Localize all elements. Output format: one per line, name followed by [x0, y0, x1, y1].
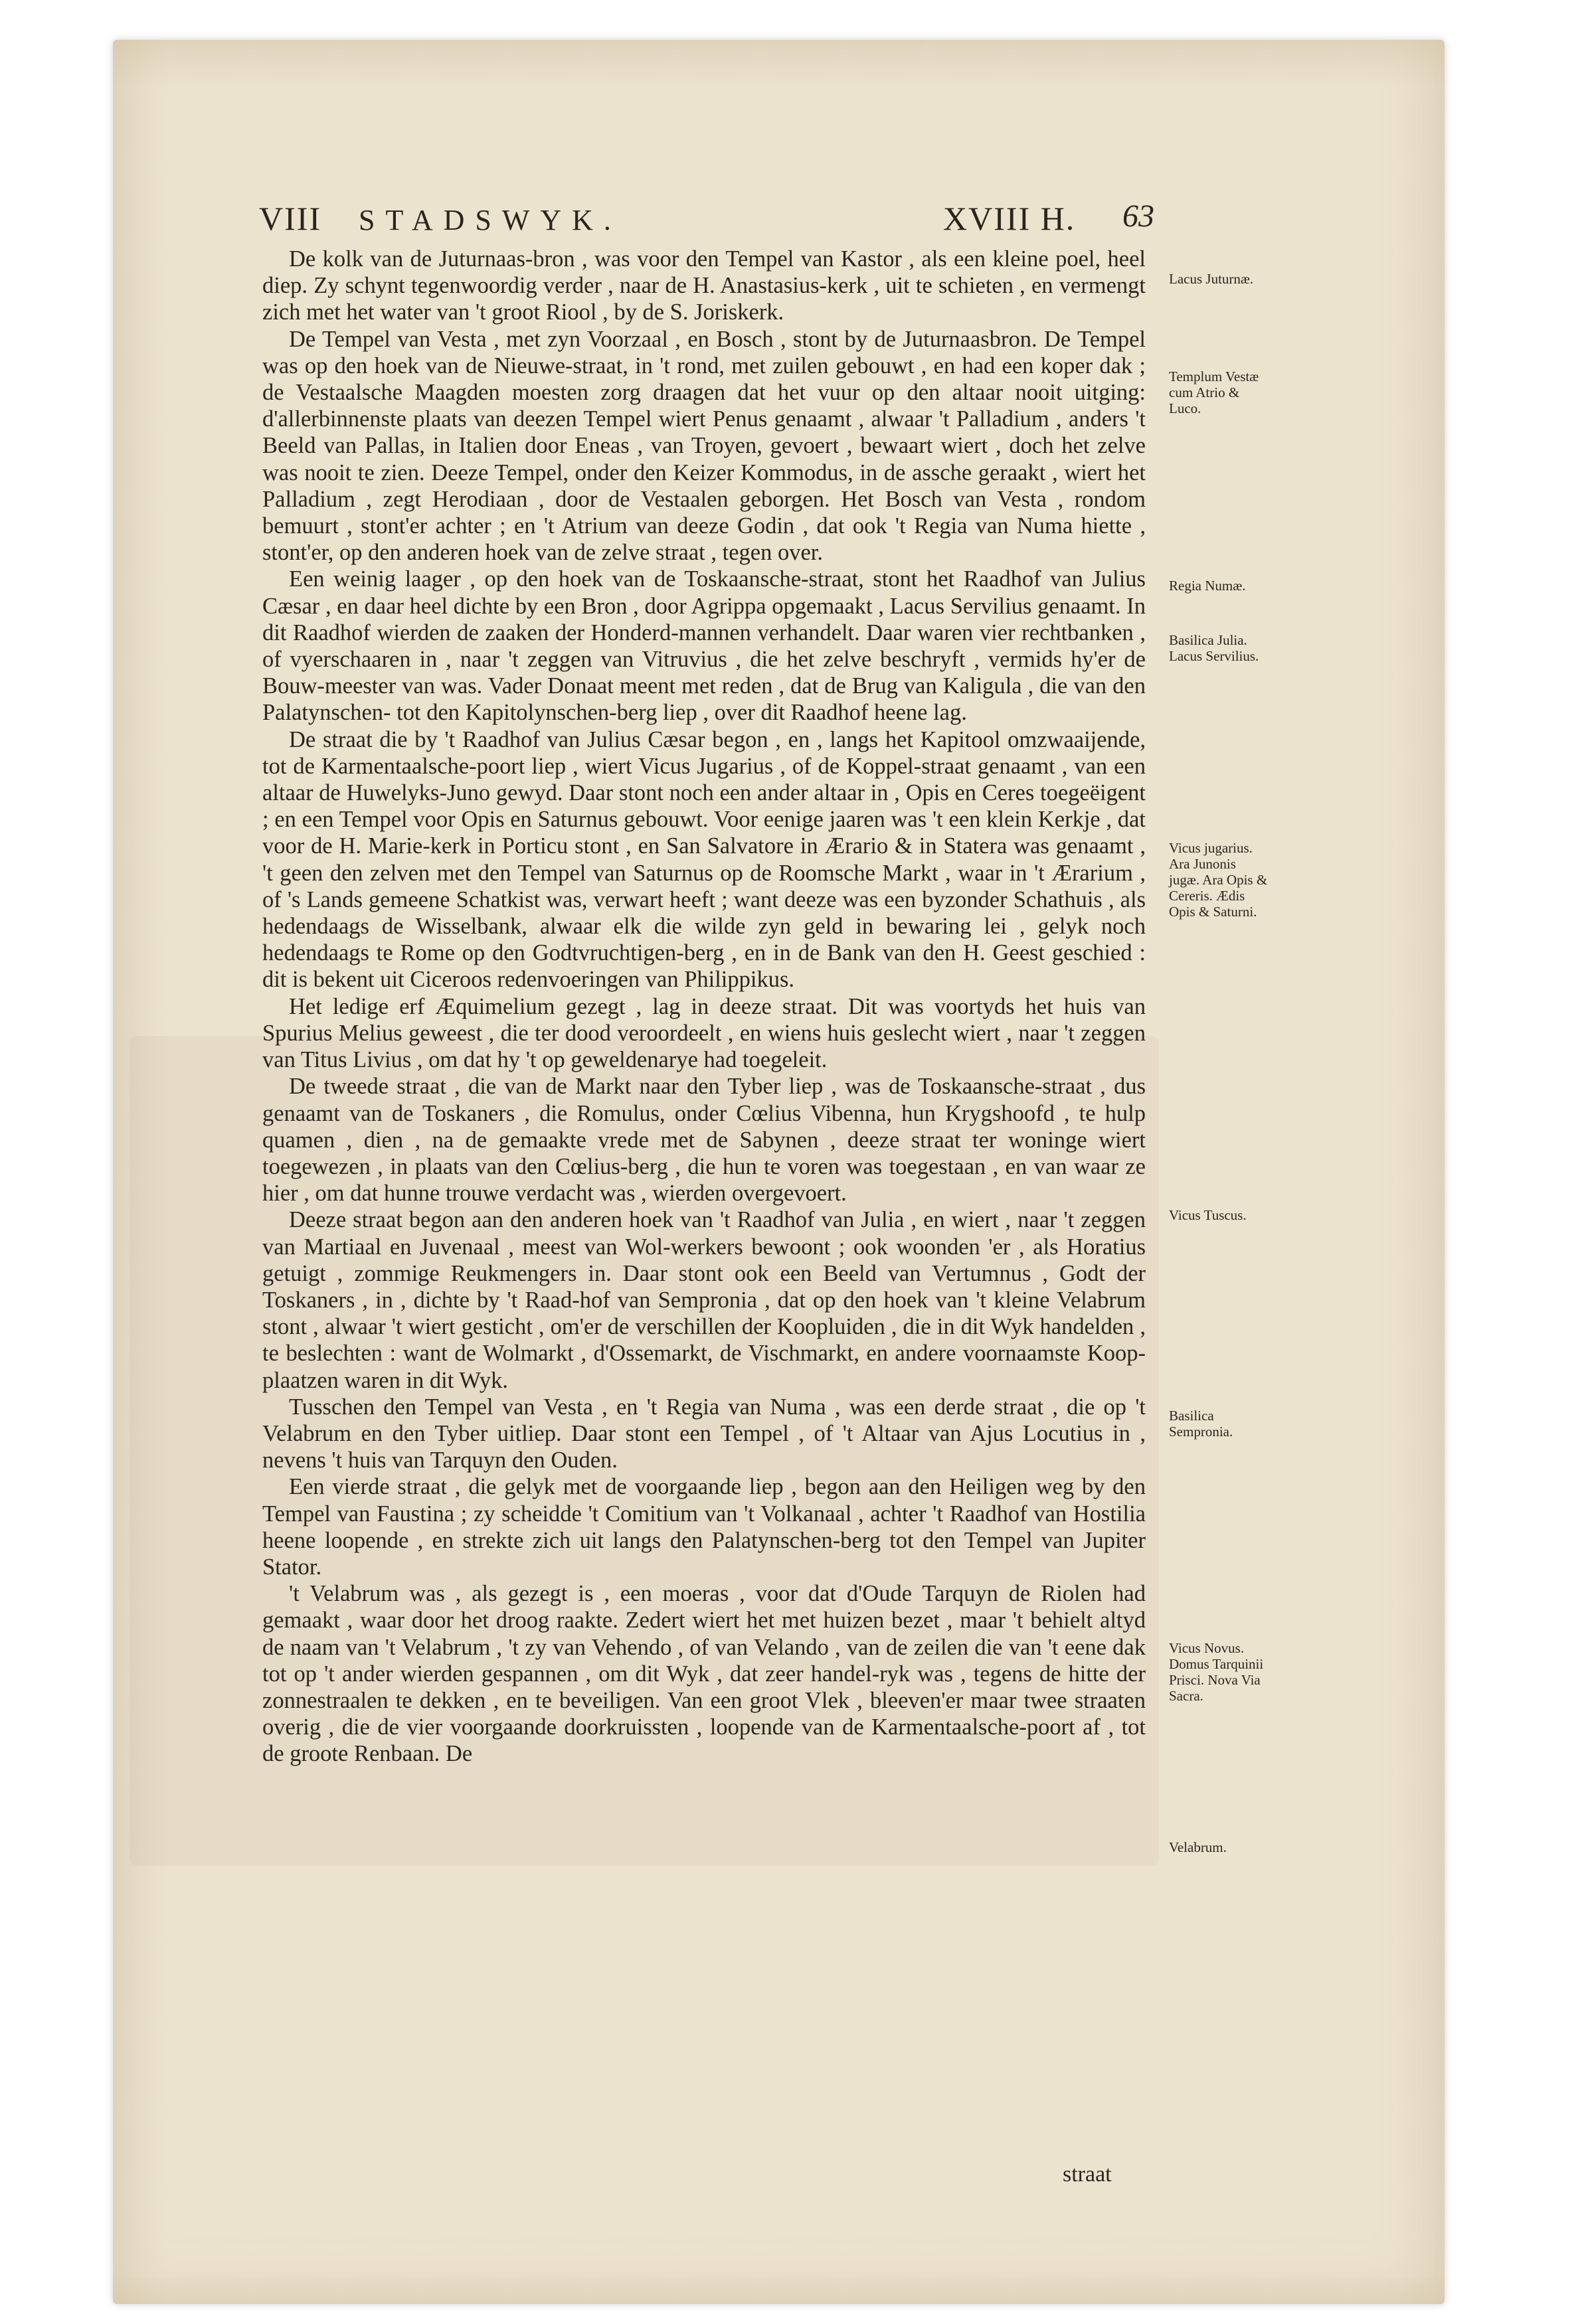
marginal-note-vicus-tuscus: Vicus Tuscus.: [1169, 1207, 1247, 1223]
catchword: straat: [1063, 2162, 1112, 2187]
marginal-note-basilica-julia: Basilica Julia. Lacus Servilius.: [1169, 632, 1259, 664]
paragraph-3: Een weinig laager , op den hoek van de Toskaansche-straat, stont het Raadhof van Julius Cæsar , en daar heel dichte by een Bron , door Agrippa opgemaakt , Lacus Servilius genaamt. In dit Raadhof wierden de zaaken der Honderd-mannen verhandelt. Daar waren vier rechtbanken , of vyerschaaren in , naar 't zeggen van Vitruvius , die het zelve beschryft , vermids hy'er de Bouw-meester van was. Vader Donaat meent met reden , dat de Brug van Kaligula , die van den Palatynschen- tot den Kapitolynschen-berg liep , over dit Raadhof heene lag.: [262, 566, 1146, 726]
paragraph-10: 't Velabrum was , als gezegt is , een moeras , voor dat d'Oude Tarquyn de Riolen had gemaakt , waar door het droog raakte. Zedert wiert het met huizen bezet , maar 't behielt altyd de naam van 't Velabrum , 't zy van Vehendo , of van Velando , van de zeilen die van 't eene dak tot op 't ander wierden gespannen , om dit Wyk , dat zeer handel-ryk was , tegens de hitte der zonnestraalen te dekken , en te beveiligen. Van een groot Vlek , bleeven'er maar twee straaten overig , die de vier voorgaande doorkruissten , loopende van de Karmentaalsche-poort af , tot de groote Renbaan. De: [262, 1581, 1146, 1767]
header-chapter: XVIII H.: [943, 200, 1076, 237]
paragraph-6: De tweede straat , die van de Markt naar den Tyber liep , was de Toskaansche-straat , dus genaamt van de Toskaners , die Romulus, onder Cœlius Vibenna, hun Krygshoofd , te hulp quamen , dien , na de gemaakte vrede met de Sabynen , deeze straat ter woninge wiert toegewezen , in plaats van den Cœlius-berg , die hun te voren was toegestaan , en van waar ze hier , om dat hunne trouwe verdacht was , wierden overgevoert.: [262, 1074, 1146, 1206]
paragraph-9: Een vierde straat , die gelyk met de voorgaande liep , begon aan den Heiligen weg by den Tempel van Faustina ; zy scheidde 't Comitium van 't Volkanaal , achter 't Raadhof van Hostilia heene loopende , en strekte zich uit langs den Palatynschen-berg tot den Tempel van Jupiter Stator.: [262, 1474, 1146, 1580]
body-text: [262, 246, 1146, 1768]
paragraph-2: De Tempel van Vesta , met zyn Voorzaal , en Bosch , stont by de Juturnaasbron. De Tempel was op den hoek van de Nieuwe-straat, in 't rond, met zuilen gebouwt , en had een koper dak ; de Vestaalsche Maagden moesten zorg draagen dat het vuur op den altaar nooit uitging: d'allerbinnenste plaats van deezen Tempel wiert Penus genaamt , alwaar 't Palladium , anders 't Beeld van Pallas, in Italien door Eneas , van Troyen, gevoert , bewaart wiert , doch het zelve was nooit te zien. Deeze Tempel, onder den Keizer Kommodus, in de assche geraakt , wiert het Palladium , zegt Herodiaan , door de Vestaalen geborgen. Het Bosch van Vesta , rondom bemuurt , stont'er achter ; en 't Atrium van deeze Godin , dat ook 't Regia van Numa hiette , stont'er, op den anderen hoek van de zelve straat , tegen over.: [262, 326, 1146, 566]
marginal-note-vicus-novus: Vicus Novus. Domus Tarquinii Prisci. Nova Via Sacra.: [1169, 1640, 1264, 1704]
marginal-note-vicus-jugarius: Vicus jugarius. Ara Junonis jugæ. Ara Opis & Cereris. Ædis Opis & Saturni.: [1169, 840, 1268, 920]
page-number: 63: [1122, 199, 1154, 234]
paragraph-8: Tusschen den Tempel van Vesta , en 't Regia van Numa , was een derde straat , die op 't Velabrum en den Tyber uitliep. Daar stont een Tempel , of 't Altaar van Ajus Locutius in , nevens 't huis van Tarquyn den Ouden.: [262, 1394, 1146, 1473]
marginal-note-regia-numae: Regia Numæ.: [1169, 578, 1246, 594]
paragraph-4: De straat die by 't Raadhof van Julius Cæsar begon , en , langs het Kapitool omzwaaijende, tot de Karmentaalsche-poort liep , wiert Vicus Jugarius , of de Koppel-straat genaamt , van een altaar de Huwelyks-Juno gewyd. Daar stont noch een ander altaar in , Opis en Ceres toegeëigent ; en een Tempel voor Opis en Saturnus gebouwt. Voor eenige jaaren was 't een klein Kerkje , dat voor de H. Marie-kerk in Porticu stont , en San Salvatore in Ærario & in Statera was genaamt , 't geen den zelven met den Tempel van Saturnus op de Roomsche Markt , waar in 't Ærarium , of 's Lands gemeene Schatkist was, verwart heeft ; want deeze was een byzonder Schathuis , als hedendaags de Wisselbank, alwaar elk die wilde zyn geld in bewaring lei , gelyk noch hedendaags te Rome op den Godtvruchtigen-berg , en in de Bank van den H. Geest geschied : dit is bekent uit Ciceroos redenvoeringen van Philippikus.: [262, 726, 1146, 993]
header-title: STADSWYK.: [359, 204, 622, 236]
paragraph-7: Deeze straat begon aan den anderen hoek van 't Raadhof van Julia , en wiert , naar 't zeggen van Martiaal en Juvenaal , meest van Wol-werkers bewoont ; ook woonden 'er , als Horatius getuigt , zommige Reukmengers in. Daar stont ook een Beeld van Vertumnus , Godt der Toskaners , in , dichte by 't Raad-hof van Sempronia , dat op den hoek van 't kleine Velabrum stont , alwaar 't wiert gesticht , om'er de verschillen der Koopluiden , die in dit Wyk handelden , te beslechten : want de Wolmarkt , d'Ossemarkt, de Vischmarkt, en andere voornaamste Koop-plaatzen waren in dit Wyk.: [262, 1207, 1146, 1393]
marginal-note-velabrum: Velabrum.: [1169, 1839, 1227, 1855]
marginal-note-lacus-juturnae: Lacus Juturnæ.: [1169, 271, 1254, 287]
marginal-note-basilica-sempronia: Basilica Sempronia.: [1169, 1408, 1233, 1440]
marginal-note-templum-vestae: Templum Vestæ cum Atrio & Luco.: [1169, 369, 1259, 416]
paragraph-1: De kolk van de Juturnaas-bron , was voor den Tempel van Kastor , als een kleine poel, heel diep. Zy schynt tegenwoordig verder , naar de H. Anastasius-kerk , uit te schieten , en vermengt zich met het water van 't groot Riool , by de S. Joriskerk.: [262, 246, 1146, 325]
paragraph-5: Het ledige erf Æquimelium gezegt , lag in deeze straat. Dit was voortyds het huis van Spurius Melius geweest , die ter dood veroordeelt , en wiens huis geslecht wiert , naar 't zeggen van Titus Livius , om dat hy 't op geweldenarye had toegeleit.: [262, 993, 1146, 1073]
running-header: [259, 199, 1162, 246]
header-section-number: VIII: [259, 200, 322, 237]
